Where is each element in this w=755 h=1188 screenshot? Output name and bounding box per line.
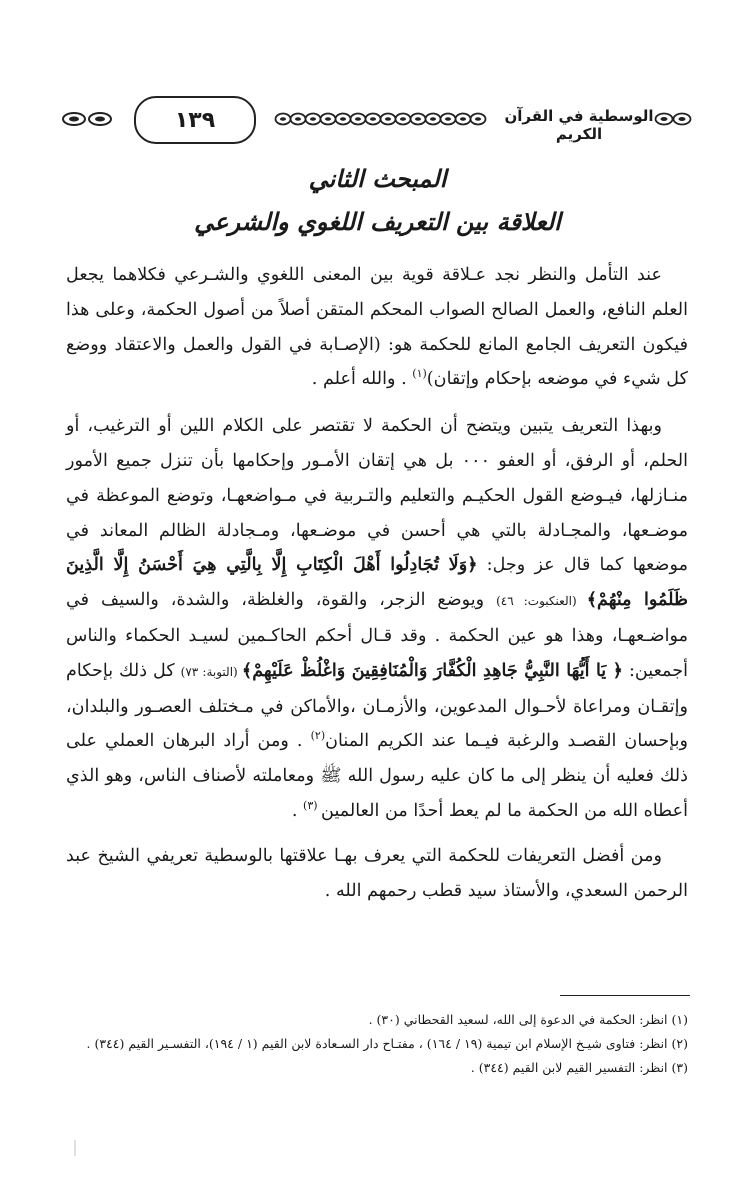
section-title: المبحث الثاني [308,164,447,193]
verse-reference: (التوبة: ٧٣) [180,664,242,679]
paragraph [66,409,688,829]
footnote: (٣) انظر: التفسير القيم لابن القيم (٣٤٤) . [470,1060,688,1075]
paragraph-text: وبهذا التعريف يتبين ويتضح أن الحكمة لا تقتصر على الكلام اللين أو الترغيب، أو الحلم، أو الرفق، أو العفو ٠٠٠ بل هي إتقان الأمـور وإحكامها بأن تنزل جميع الأمور منـازلها، فيـوضع القول الحكيـم والتعليم والتـربية في مـواضعهـا، وتوضع الموعظة في موضـعها، والمجـادلة بالتي هي أحسن في موضـعها، ومـجادلة الظالم المعاند في موضعها كما قال عز وجل: [66,416,688,576]
footnote-marker: (٣) [303,799,322,813]
quran-verse: ﴿وَلَا تُجَادِلُوا أَهْلَ الْكِتَابِ إِلَّا بِالَّتِي هِيَ أَحْسَنُ إِلَّا الَّذِينَ ظَلَمُوا مِنْهُمْ﴾ [66,554,688,611]
paragraph-text: . ومن أراد البرهان العملي على ذلك فعليه أن ينظر إلى ما كان عليه رسول الله ﷺ ومعاملته لأصناف الناس، وهو الذي أعطاه الله من الحكمة ما لم يعط أحدًا من العالمين [66,731,688,821]
footnote-marker: (١) [412,367,427,381]
ornament-chain-icon [274,111,496,127]
running-title: الوسطية في القرآن الكريم [504,107,654,143]
body-text [66,258,688,920]
page-header [62,92,692,146]
paragraph-text: ويوضع الزجر، والقوة، والغلظة، والشدة، والسيف في مواضـعهـا، وهذا هو عين الحكمة . وقد قـال أحكم الحاكـمين لسيـد الحكماء والناس أجمعين: [66,590,688,681]
quran-verse: ﴿ يَا أَيُّهَا النَّبِيُّ جَاهِدِ الْكُفَّارَ وَالْمُنَافِقِينَ وَاغْلُظْ عَلَيْهِمْ﴾ [241,659,623,681]
paragraph: ومن أفضل التعريفات للحكمة التي يعرف بهـا علاقتها بالوسطية تعريفي الشيخ عبد الرحمن السعدي، والأستاذ سيد قطب رحمهم الله . [66,845,688,901]
footnote-marker: (٢) [310,729,326,743]
footnote-divider [560,995,690,996]
footnotes [66,1008,688,1080]
verse-reference: (العنكبوت: ٤٦) [496,594,587,609]
ornament-icon [654,111,692,127]
section-subtitle: العلاقة بين التعريف اللغوي والشرعي [194,207,561,236]
ornament-icon [62,111,118,127]
paragraph [66,258,688,397]
paragraph-text: . والله أعلم . [311,369,413,390]
paragraph-text: عند التأمل والنظر نجد عـلاقة قوية بين المعنى اللغوي والشـرعي فكلاهما يجعل العلم النافع، والعمل الصالح الصواب المحكم المتقن أصلاً من أصول الحكمة، وعلى هذا فيكون التعريف الجامع المانع للحكمة هو: (الإصـابة في القول والعمل والاعتقاد ووضع كل شيء في موضعه بإحكام وإتقان) [66,265,688,390]
paragraph-text: . [291,800,304,821]
footnote: (١) انظر: الحكمة في الدعوة إلى الله، لسعيد القحطاني (٣٠) . [368,1012,688,1027]
page-margin-mark [74,1140,76,1156]
paragraph-text: كل ذلك بإحكام وإتقـان ومراعاة لأحـوال المدعوين، والأزمـان ،والأماكن في مـختلف العصـور والبلدان، وبإحسان القصـد والرغبة فيـما عند الكريم المنان [66,660,689,752]
footnote: (٢) انظر: فتاوى شيـخ الإسلام ابن تيمية (١٩ / ١٦٤) ، مفتـاح دار السـعادة لابن القيم (١ / ١٩٤)، التفسـير القيم (٣٤٤) . [86,1036,688,1051]
page-number: ١٣٩ [134,96,256,144]
